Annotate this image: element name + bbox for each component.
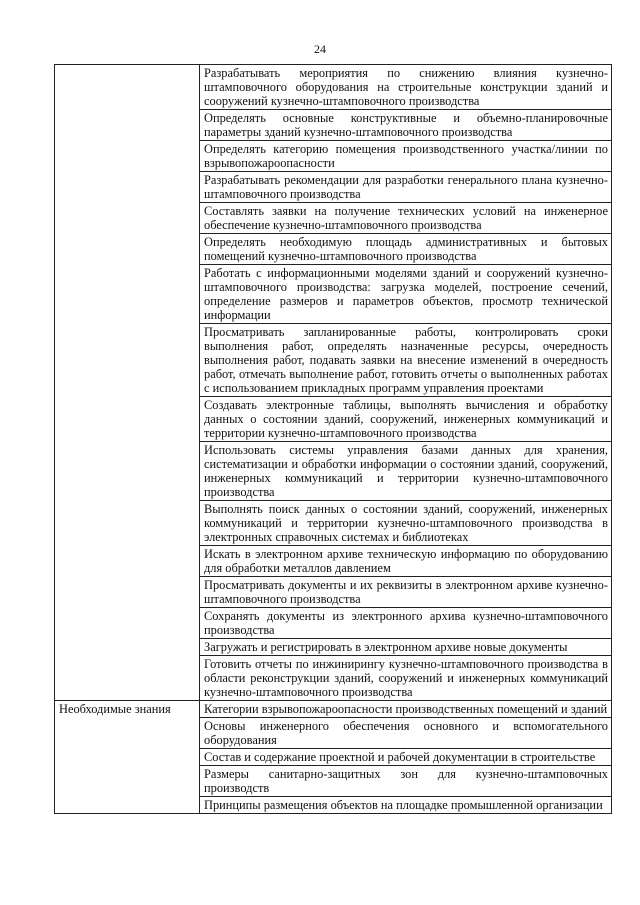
- skill-item: Просматривать запланированные работы, контролировать сроки выполнения работ, определять назначенные ресурсы, очередность выполнения работ, подавать заявки на внесение изменений в очередность работ, отмечать выполнение работ, готовить отчеты о выполненных работах с использованием прикладных программ управления проектами: [200, 324, 612, 397]
- skill-item: Работать с информационными моделями зданий и сооружений кузнечно-штамповочного производства: загрузка моделей, построение сечений, определение размеров и параметров объектов, просмотр технической информации: [200, 265, 612, 324]
- knowledge-item: Категории взрывопожароопасности производственных помещений и зданий: [200, 701, 612, 718]
- knowledge-item: Основы инженерного обеспечения основного и вспомогательного оборудования: [200, 718, 612, 749]
- skill-item: Выполнять поиск данных о состоянии зданий, сооружений, инженерных коммуникаций и территории кузнечно-штамповочного производства в электронных справочных системах и библиотеках: [200, 501, 612, 546]
- skill-item: Готовить отчеты по инжинирингу кузнечно-штамповочного производства в области реконструкции зданий, сооружений и инженерных коммуникаций кузнечно-штамповочного производства: [200, 656, 612, 701]
- knowledge-item: Принципы размещения объектов на площадке промышленной организации: [200, 797, 612, 814]
- requirements-table: [54, 64, 612, 814]
- knowledge-item: Размеры санитарно-защитных зон для кузнечно-штамповочных производств: [200, 766, 612, 797]
- skill-item: Разрабатывать рекомендации для разработки генерального плана кузнечно-штамповочного производства: [200, 172, 612, 203]
- skill-item: Использовать системы управления базами данных для хранения, систематизации и обработки информации о состоянии зданий, сооружений, инженерных коммуникаций и территории кузнечно-штамповочного производства: [200, 442, 612, 501]
- requirements-table-body: [55, 65, 612, 814]
- skill-item: Определять категорию помещения производственного участка/линии по взрывопожароопасности: [200, 141, 612, 172]
- section-label: Необходимые знания: [55, 701, 200, 814]
- skill-item: Просматривать документы и их реквизиты в электронном архиве кузнечно-штамповочного производства: [200, 577, 612, 608]
- skill-item: Сохранять документы из электронного архива кузнечно-штамповочного производства: [200, 608, 612, 639]
- skill-item: Составлять заявки на получение технических условий на инженерное обеспечение кузнечно-штамповочного производства: [200, 203, 612, 234]
- skill-row: [55, 65, 612, 110]
- knowledge-row: [55, 701, 612, 718]
- skill-item: Определять основные конструктивные и объемно-планировочные параметры зданий кузнечно-штамповочного производства: [200, 110, 612, 141]
- skill-item: Создавать электронные таблицы, выполнять вычисления и обработку данных о состоянии зданий, сооружений, инженерных коммуникаций и территории кузнечно-штамповочного производства: [200, 397, 612, 442]
- skill-item: Искать в электронном архиве техническую информацию по оборудованию для обработки металлов давлением: [200, 546, 612, 577]
- skills-label-cell: [55, 65, 200, 701]
- skill-item: Определять необходимую площадь административных и бытовых помещений кузнечно-штамповочного производства: [200, 234, 612, 265]
- page-number: 24: [314, 42, 326, 56]
- knowledge-item: Состав и содержание проектной и рабочей документации в строительстве: [200, 749, 612, 766]
- skill-item: Разрабатывать мероприятия по снижению влияния кузнечно-штамповочного оборудования на строительные конструкции зданий и сооружений кузнечно-штамповочного производства: [200, 65, 612, 110]
- skill-item: Загружать и регистрировать в электронном архиве новые документы: [200, 639, 612, 656]
